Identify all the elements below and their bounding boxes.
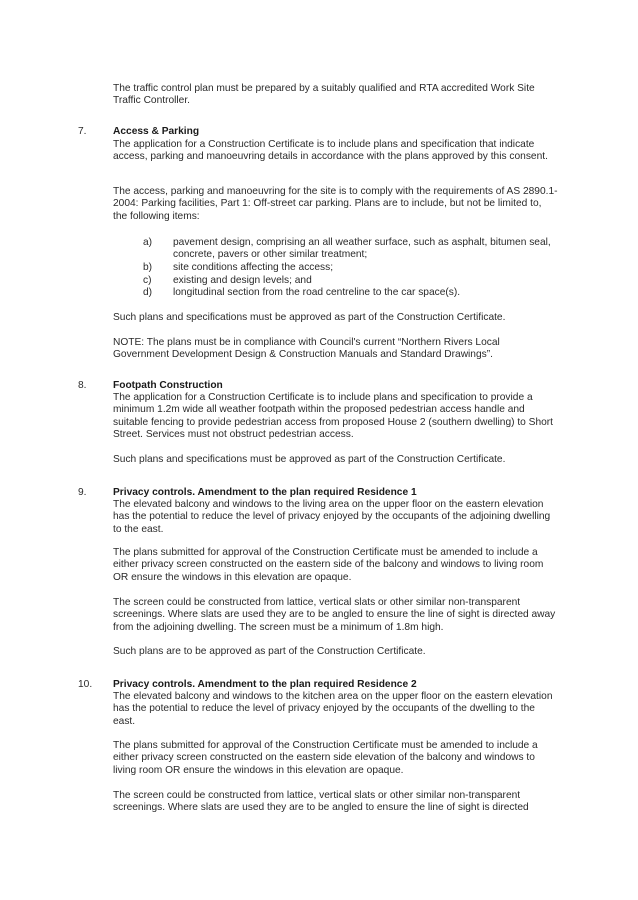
section-10-paragraph-1: The elevated balcony and windows to the kitchen area on the upper floor on the eastern elevation has the potential to reduce the level of privacy enjoyed by the occupants of the dwelling to the east.: [113, 691, 553, 727]
section-7-paragraph-3: Such plans and specifications must be approved as part of the Construction Certificate.: [113, 312, 506, 323]
list-item-b-text: site conditions affecting the access;: [173, 262, 334, 273]
section-9-paragraph-3: The screen could be constructed from lattice, vertical slats or other similar non-transparent screenings. Where slats are used they are to be angled to ensure the line of sight is directed away from the adjoining dwelling. The screen must be a minimum of 1.8m high.: [113, 597, 556, 633]
list-item-b-label: b): [143, 262, 153, 273]
section-7-number: 7.: [78, 126, 87, 137]
list-item-c-text: existing and design levels; and: [173, 275, 312, 286]
section-7-note: NOTE: The plans must be in compliance with Council's current “Northern Rivers Local Government Development Design & Construction Manuals and Standard Drawings”.: [113, 337, 500, 361]
section-7-title: Access & Parking: [113, 126, 200, 137]
section-8-number: 8.: [78, 380, 87, 391]
list-item-a-label: a): [143, 237, 153, 248]
section-8-paragraph-2: Such plans and specifications must be approved as part of the Construction Certificate.: [113, 454, 506, 465]
intro-paragraph: The traffic control plan must be prepared by a suitably qualified and RTA accredited Work Site Traffic Controller.: [113, 83, 535, 107]
section-7-paragraph-1: The application for a Construction Certificate is to include plans and specification that indicate access, parking and manoeuvring details in accordance with the plans approved by this consent.: [113, 139, 548, 163]
section-10-paragraph-3: The screen could be constructed from lattice, vertical slats or other similar non-transparent screenings. Where slats are used they are to be angled to ensure the line of sight is directed: [113, 790, 529, 814]
section-7-paragraph-2: The access, parking and manoeuvring for the site is to comply with the requirements of AS 2890.1-2004: Parking facilities, Part 1: Off-street car parking. Plans are to include, but not be limited to, the following items:: [113, 186, 558, 222]
section-9-paragraph-2: The plans submitted for approval of the Construction Certificate must be amended to include a either privacy screen constructed on the eastern side of the balcony and windows to living room OR ensure the windows in this elevation are opaque.: [113, 547, 544, 583]
section-9-number: 9.: [78, 487, 87, 498]
list-item-a-text: pavement design, comprising an all weather surface, such as asphalt, bitumen seal, concrete, pavers or other similar treatment;: [173, 237, 551, 261]
list-item-d-text: longitudinal section from the road centreline to the car space(s).: [173, 287, 461, 298]
section-9-paragraph-1: The elevated balcony and windows to the living area on the upper floor on the eastern elevation has the potential to reduce the level of privacy enjoyed by the occupants of the adjoining dwelling to the east.: [113, 499, 551, 535]
section-9-title: Privacy controls. Amendment to the plan required Residence 1: [113, 487, 417, 498]
list-item-d-label: d): [143, 287, 153, 298]
section-10-number: 10.: [78, 679, 93, 690]
section-10-paragraph-2: The plans submitted for approval of the Construction Certificate must be amended to include a either privacy screen constructed on the eastern side elevation of the balcony and windows to living room OR ensure the windows in this elevation are opaque.: [113, 740, 538, 776]
section-8-paragraph-1: The application for a Construction Certificate is to include plans and specification to provide a minimum 1.2m wide all weather footpath within the proposed pedestrian access handle and suitable fencing to provide pedestrian access from proposed House 2 (southern dwelling) to Short Street. Services must not obstruct pedestrian access.: [113, 392, 554, 441]
section-10-title: Privacy controls. Amendment to the plan required Residence 2: [113, 679, 417, 690]
list-item-c-label: c): [143, 275, 152, 286]
section-9-paragraph-4: Such plans are to be approved as part of the Construction Certificate.: [113, 646, 426, 657]
section-8-title: Footpath Construction: [113, 380, 223, 391]
